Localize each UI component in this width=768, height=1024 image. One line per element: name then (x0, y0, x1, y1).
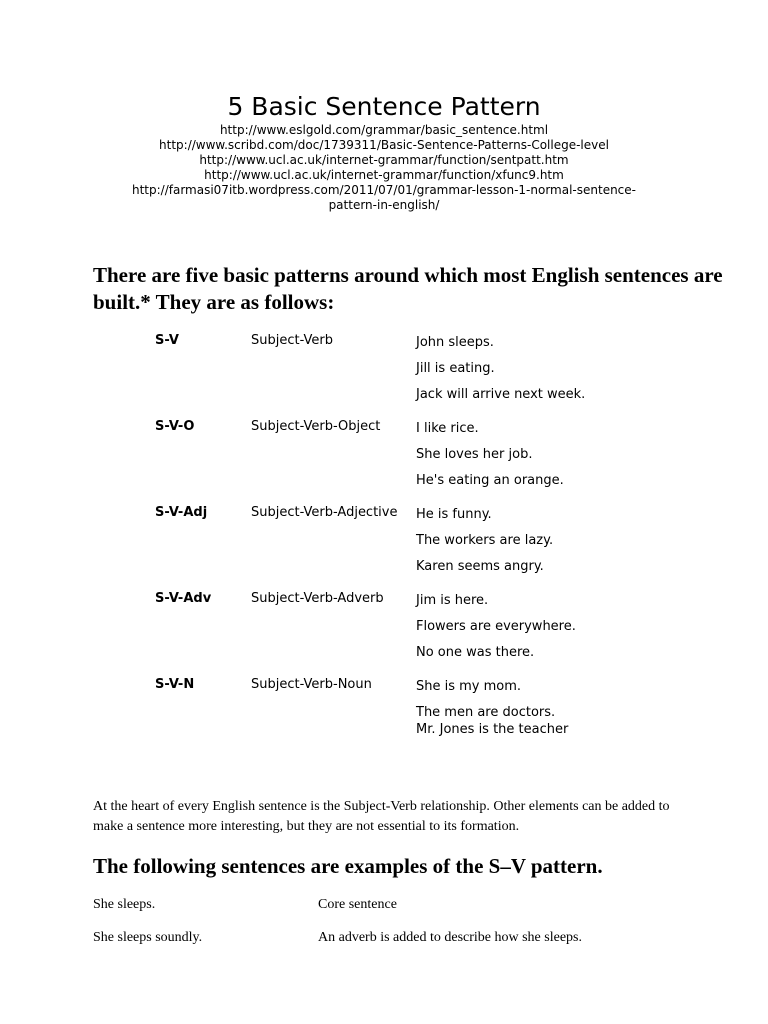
pattern-example: No one was there. (416, 645, 535, 660)
pattern-code: S-V-Adv (155, 591, 212, 606)
pattern-example: The workers are lazy. (416, 533, 554, 548)
pattern-example: Mr. Jones is the teacher (416, 722, 569, 737)
pattern-example: Flowers are everywhere. (416, 619, 576, 634)
reference-link[interactable]: http://www.scribd.com/doc/1739311/Basic-Sentence-Patterns-College-level (159, 138, 609, 152)
pattern-name: Subject-Verb (251, 333, 334, 348)
pattern-row-s-v-adv (155, 588, 715, 674)
pattern-name: Subject-Verb-Adverb (251, 591, 384, 606)
pattern-example: She loves her job. (416, 447, 533, 462)
pattern-example: The men are doctors. (416, 705, 556, 720)
sv-example-description: An adverb is added to describe how she sleeps. (318, 930, 582, 945)
pattern-examples (416, 330, 585, 408)
pattern-row-s-v-o (155, 416, 715, 502)
reference-link[interactable]: http://www.ucl.ac.uk/internet-grammar/function/sentpatt.htm (199, 153, 569, 167)
sv-example-sentence: She sleeps soundly. (93, 930, 203, 945)
sv-example-sentence: She sleeps. (93, 897, 156, 912)
sv-example-row (93, 928, 693, 961)
pattern-example: Karen seems angry. (416, 559, 544, 574)
pattern-example: Jim is here. (416, 593, 489, 608)
sv-example-description: Core sentence (318, 897, 397, 912)
sv-examples-heading: The following sentences are examples of the S–V pattern. (93, 854, 603, 878)
reference-link[interactable]: http://farmasi07itb.wordpress.com/2011/07/01/grammar-lesson-1-normal-sentence- (131, 183, 636, 197)
pattern-example: I like rice. (416, 421, 479, 436)
pattern-name: Subject-Verb-Adjective (251, 505, 398, 520)
pattern-code: S-V-Adj (155, 505, 208, 520)
reference-link[interactable]: pattern-in-english/ (328, 198, 440, 212)
pattern-name: Subject-Verb-Object (251, 419, 381, 434)
reference-link[interactable]: http://www.ucl.ac.uk/internet-grammar/function/xfunc9.htm (204, 168, 564, 182)
reference-links (60, 123, 708, 213)
pattern-row-s-v-adj (155, 502, 715, 588)
pattern-example: He's eating an orange. (416, 473, 564, 488)
pattern-example: John sleeps. (416, 335, 494, 350)
pattern-table (155, 330, 715, 744)
page-title: 5 Basic Sentence Pattern (227, 92, 541, 121)
pattern-example: She is my mom. (416, 679, 522, 694)
reference-link[interactable]: http://www.eslgold.com/grammar/basic_sentence.html (219, 123, 549, 137)
pattern-example: Jack will arrive next week. (416, 387, 586, 402)
pattern-name: Subject-Verb-Noun (251, 677, 372, 692)
pattern-row-s-v-n (155, 674, 715, 744)
sv-example-row (93, 895, 693, 928)
pattern-code: S-V (155, 333, 179, 348)
pattern-row-s-v (155, 330, 715, 416)
pattern-examples (416, 674, 568, 738)
pattern-examples (416, 502, 553, 580)
pattern-code: S-V-N (155, 677, 195, 692)
pattern-examples (416, 588, 576, 666)
sv-examples-table (93, 895, 693, 961)
pattern-example: Jill is eating. (416, 361, 495, 376)
heart-paragraph: At the heart of every English sentence is the Subject-Verb relationship. Other elements can be added to make a sentence more interesting, but they are not essential to its formation. (93, 799, 670, 834)
intro-heading: There are five basic patterns around which most English sentences are built.* They are as follows: (93, 263, 723, 314)
pattern-code: S-V-O (155, 419, 195, 434)
pattern-examples (416, 416, 564, 494)
pattern-example: He is funny. (416, 507, 492, 522)
